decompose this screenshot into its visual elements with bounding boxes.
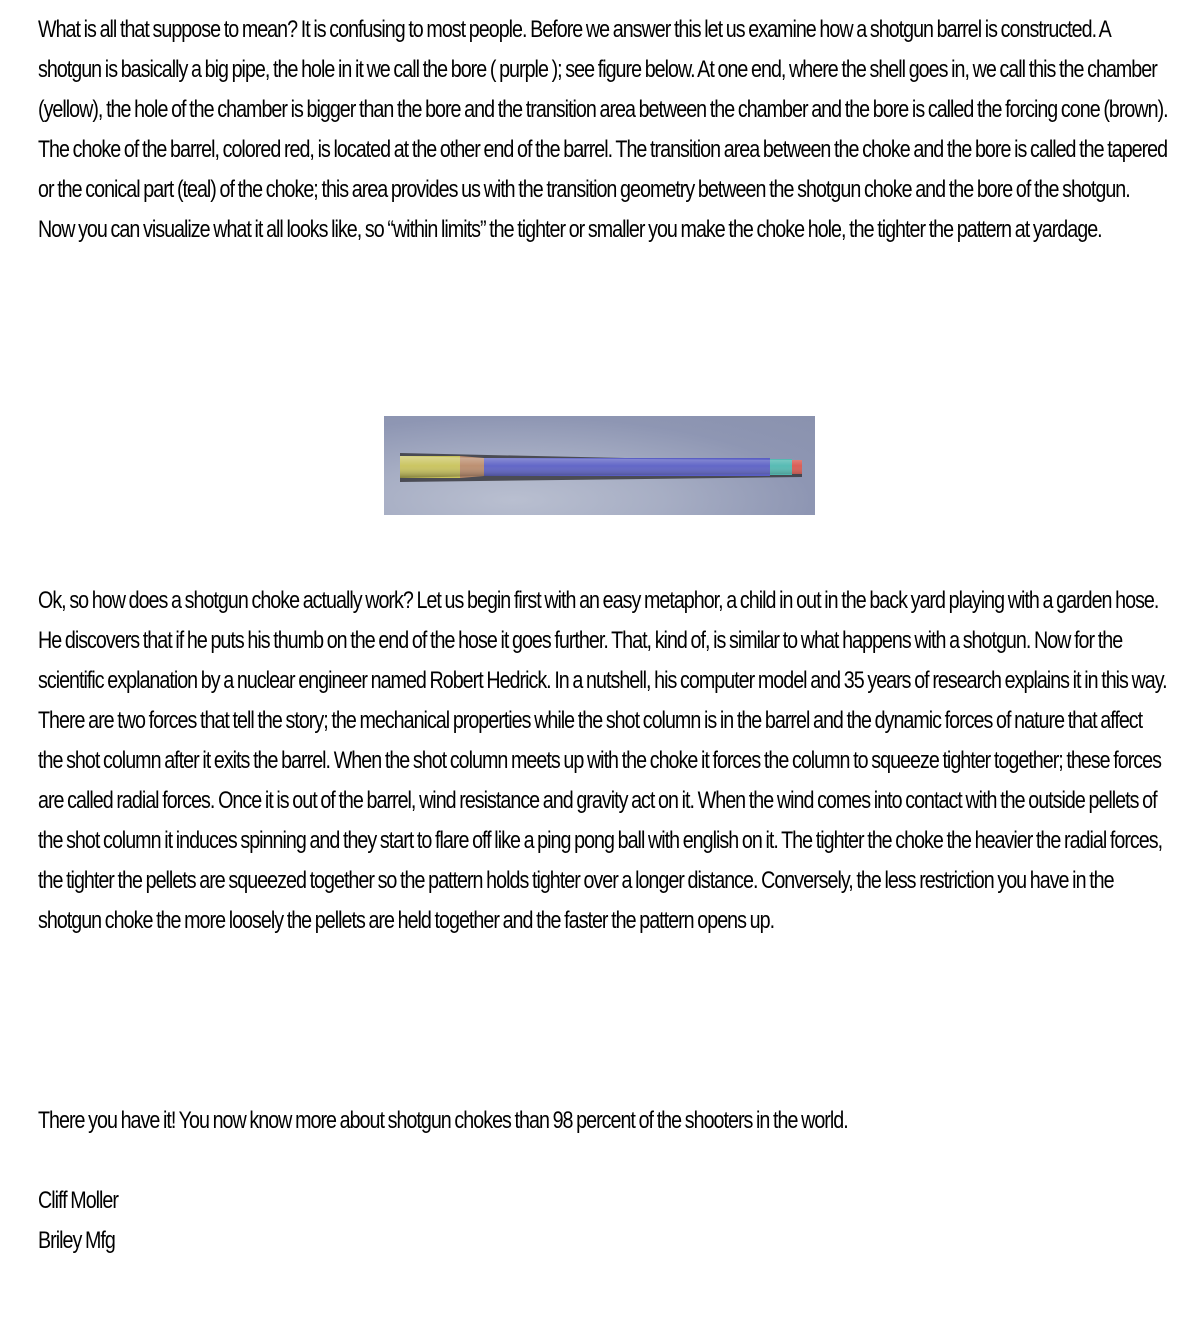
how-it-works-paragraph: Ok, so how does a shotgun choke actually work? Let us begin first with an easy metaphor, a child in out in the back yard playing with a garden hose. He discovers that if he puts his thumb on the end of the hose it goes further. That, kind of, is similar to what happens with a shotgun. Now for the scientific explanation by a nuclear engineer named Robert Hedrick. In a nutshell, his computer model and 35 years of research explains it in this way. There are two forces that tell the story; the mechanical properties while the shot column is in the barrel and the dynamic forces of nature that affect the shot column after it exits the barrel. When the shot column meets up with the choke it forces the column to squeeze tighter together; these forces are called radial forces. Once it is out of the barrel, wind resistance and gravity act on it. When the wind comes into contact with the outside pellets of the shot column it induces spinning and they start to flare off like a ping pong ball with english on it. The tighter the choke the heavier the radial forces, the tighter the pellets are squeezed together so the pattern holds tighter over a longer distance. Conversely, the less restriction you have in the shotgun choke the more loosely the pellets are held together and the faster the pattern opens up.	[38, 587, 1167, 934]
signature-name: Cliff Moller	[38, 1187, 118, 1214]
signature	[38, 1181, 1168, 1261]
barrel-figure	[384, 416, 815, 515]
intro-paragraph: What is all that suppose to mean? It is confusing to most people. Before we answer this let us examine how a shotgun barrel is constructed. A shotgun is basically a big pipe, the hole in it we call the bore ( purple ); see figure below. At one end, where the shell goes in, we call this the chamber (yellow), the hole of the chamber is bigger than the bore and the transition area between the chamber and the bore is called the forcing cone (brown). The choke of the barrel, colored red, is located at the other end of the barrel. The transition area between the choke and the bore is called the tapered or the conical part (teal) of the choke; this area provides us with the transition geometry between the shotgun choke and the bore of the shotgun. Now you can visualize what it all looks like, so “within limits” the tighter or smaller you make the choke hole, the tighter the pattern at yardage.	[38, 16, 1168, 243]
signature-company: Briley Mfg	[38, 1227, 115, 1254]
closing-paragraph: There you have it! You now know more about shotgun chokes than 98 percent of the shooters in the world.	[38, 1107, 848, 1134]
barrel-diagram	[384, 416, 815, 515]
